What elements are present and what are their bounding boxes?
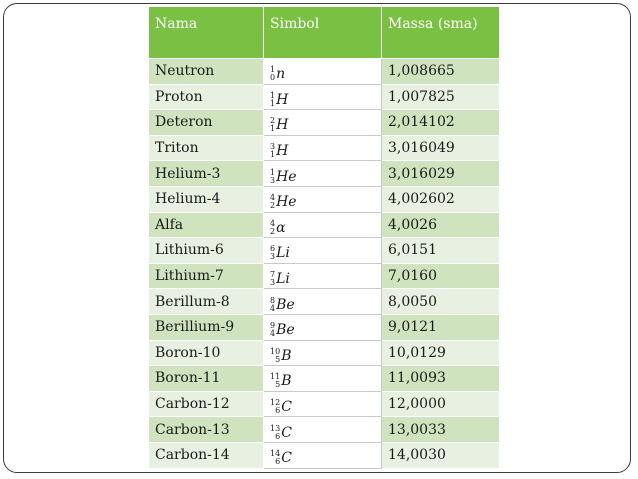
nuclide-name: Triton [149,135,264,161]
nuclide-symbol [264,289,382,315]
atomic-number: 4 [270,329,276,339]
nuclide-mass: 14,0030 [382,442,500,468]
nuclide-mass: 8,0050 [382,289,500,315]
nuclide-scripts [270,425,280,441]
mass-number: 11 [270,372,281,382]
atomic-number: 4 [270,303,276,313]
atomic-number: 2 [270,226,276,236]
atomic-number: 6 [275,406,281,416]
element-symbol: H [276,91,289,108]
nuclide-notation [270,117,288,133]
table-row [149,59,500,85]
nuclide-notation [270,271,290,287]
table-row [149,340,500,366]
nuclide-scripts [270,220,275,236]
header-name: Nama [149,7,264,59]
mass-number: 6 [270,244,276,254]
atomic-number: 6 [275,457,281,467]
table-row [149,110,500,136]
nuclide-mass: 3,016029 [382,161,500,187]
nuclide-name: Neutron [149,59,264,85]
nuclide-name: Deteron [149,110,264,136]
element-symbol: n [276,66,286,83]
nuclide-scripts [270,143,275,159]
table-row [149,135,500,161]
nuclide-name: Berillium-9 [149,314,264,340]
nuclide-notation [270,322,295,338]
atomic-number: 2 [270,201,276,211]
nuclide-name: Boron-11 [149,366,264,392]
atomic-number: 6 [275,431,281,441]
nuclide-name: Boron-10 [149,340,264,366]
nuclide-symbol [264,314,382,340]
element-symbol: He [276,168,297,185]
nuclide-symbol [264,366,382,392]
nuclide-symbol [264,212,382,238]
element-symbol: C [281,399,292,416]
element-symbol: He [276,194,297,211]
nuclide-symbol [264,340,382,366]
mass-number: 1 [270,90,276,100]
mass-number: 3 [270,142,276,152]
nuclide-notation [270,425,292,441]
nuclide-mass: 9,0121 [382,314,500,340]
nuclide-scripts [270,373,280,389]
nuclide-name: Lithium-7 [149,263,264,289]
element-symbol: Be [276,322,295,339]
atomic-number: 1 [270,98,276,108]
nuclide-notation [270,373,291,389]
nuclide-notation [270,297,295,313]
nuclide-mass: 1,008665 [382,59,500,85]
nuclide-mass: 1,007825 [382,84,500,110]
nuclide-scripts [270,169,275,185]
mass-number: 13 [270,423,281,433]
nuclide-notation [270,450,292,466]
nuclide-notation [270,66,285,82]
nuclide-notation [270,143,288,159]
nuclide-name: Berillum-8 [149,289,264,315]
nuclide-scripts [270,322,275,338]
nuclide-symbol [264,110,382,136]
nuclide-scripts [270,348,280,364]
element-symbol: B [281,347,292,364]
mass-number: 7 [270,270,276,280]
table-row [149,84,500,110]
nuclide-scripts [270,399,280,415]
mass-number: 1 [270,167,276,177]
nuclide-symbol [264,59,382,85]
nuclide-symbol [264,442,382,468]
nuclide-notation [270,399,292,415]
nuclide-name: Proton [149,84,264,110]
nuclide-scripts [270,117,275,133]
element-symbol: H [276,117,289,134]
nuclide-scripts [270,245,275,261]
element-symbol: α [276,219,286,236]
nuclide-notation [270,194,297,210]
mass-number: 4 [270,193,276,203]
element-symbol: Li [276,245,290,262]
atomic-number: 3 [270,252,276,262]
table-row [149,263,500,289]
nuclide-notation [270,348,291,364]
atomic-number: 3 [270,175,276,185]
nuclide-name: Carbon-14 [149,442,264,468]
nuclide-name: Helium-3 [149,161,264,187]
mass-number: 14 [270,449,281,459]
table-row [149,238,500,264]
nuclide-mass: 10,0129 [382,340,500,366]
element-symbol: Li [276,271,290,288]
nuclide-mass: 6,0151 [382,238,500,264]
nuclide-notation [270,220,286,236]
nuclide-name: Carbon-13 [149,417,264,443]
nuclide-notation [270,245,290,261]
nuclide-mass: 11,0093 [382,366,500,392]
atomic-number: 3 [270,278,276,288]
nuclide-symbol [264,391,382,417]
nuclide-symbol [264,161,382,187]
nuclide-scripts [270,297,275,313]
mass-number: 12 [270,398,281,408]
atomic-number: 5 [275,354,281,364]
table-row [149,289,500,315]
element-symbol: B [281,373,292,390]
nuclide-mass: 12,0000 [382,391,500,417]
atomic-number: 1 [270,124,276,134]
nuclide-name: Carbon-12 [149,391,264,417]
atomic-number: 5 [275,380,281,390]
nuclide-notation [270,92,288,108]
table-row [149,391,500,417]
nuclide-symbol [264,417,382,443]
nuclide-mass: 7,0160 [382,263,500,289]
table-header-row [149,7,500,59]
slide-frame [3,3,631,473]
element-symbol: C [281,450,292,467]
element-symbol: H [276,143,289,160]
nuclide-name: Helium-4 [149,186,264,212]
nuclide-mass: 4,002602 [382,186,500,212]
mass-number: 8 [270,295,276,305]
nuclide-mass: 4,0026 [382,212,500,238]
nuclide-symbol [264,84,382,110]
table-row [149,212,500,238]
nuclide-mass: 3,016049 [382,135,500,161]
mass-number: 10 [270,346,281,356]
table-row [149,314,500,340]
mass-number: 9 [270,321,276,331]
nuclide-name: Lithium-6 [149,238,264,264]
nuclide-mass: 13,0033 [382,417,500,443]
mass-number: 4 [270,218,276,228]
nuclide-symbol [264,263,382,289]
element-symbol: C [281,424,292,441]
table-row [149,442,500,468]
nuclide-symbol [264,238,382,264]
nuclide-scripts [270,194,275,210]
nuclide-scripts [270,450,280,466]
atomic-number: 0 [270,73,276,83]
table-row [149,186,500,212]
table-row [149,161,500,187]
nuclide-mass: 2,014102 [382,110,500,136]
nuclide-symbol [264,135,382,161]
nuclide-scripts [270,271,275,287]
nuclide-mass-table [148,6,500,469]
atomic-number: 1 [270,150,276,160]
nuclide-scripts [270,66,275,82]
nuclide-notation [270,169,297,185]
mass-number: 2 [270,116,276,126]
header-symbol: Simbol [264,7,382,59]
nuclide-name: Alfa [149,212,264,238]
mass-number: 1 [270,65,276,75]
table-row [149,417,500,443]
table-row [149,366,500,392]
nuclide-scripts [270,92,275,108]
element-symbol: Be [276,296,295,313]
header-mass: Massa (sma) [382,7,500,59]
nuclide-symbol [264,186,382,212]
